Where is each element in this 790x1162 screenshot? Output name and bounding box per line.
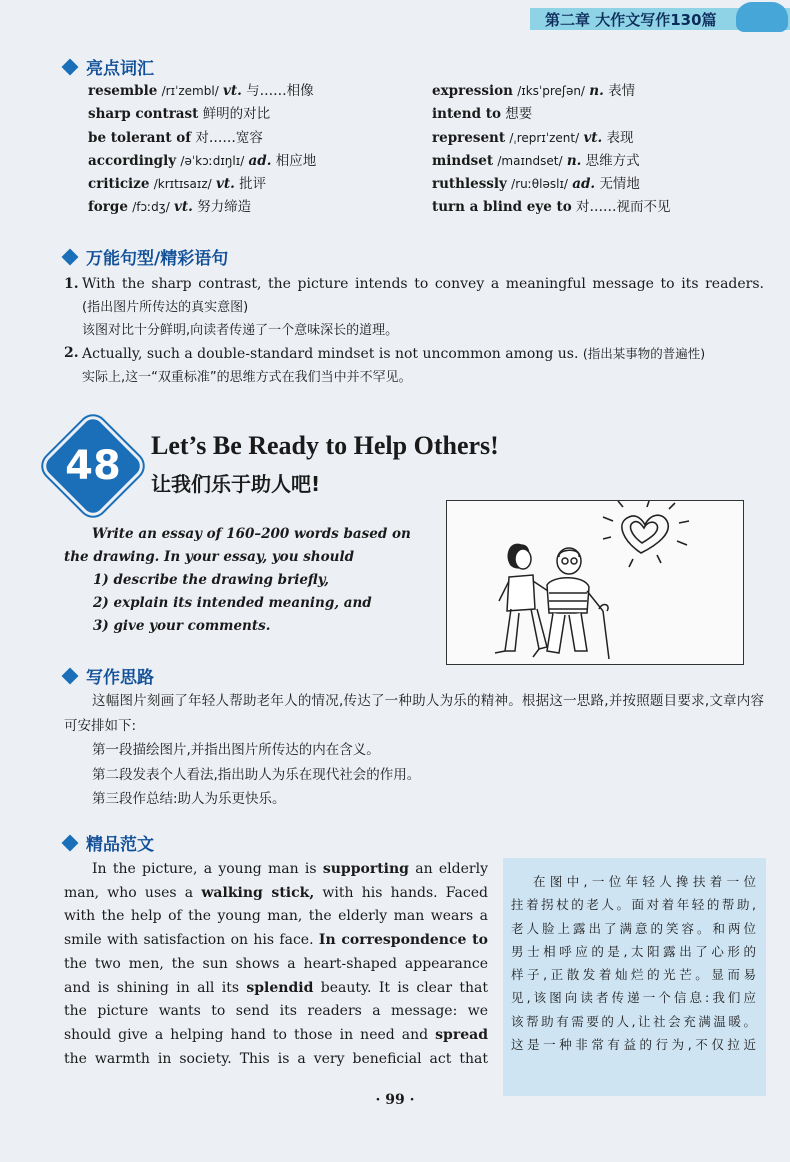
essay-line: the warmth in society. This is a very beneficial act that [64, 1050, 488, 1067]
writing-task [64, 523, 424, 638]
vocab-item: sharp contrast 鲜明的对比 [88, 106, 271, 123]
vocab-item: be tolerant of 对……宽容 [88, 129, 263, 146]
section-heading-ideas [64, 663, 154, 688]
vocab-item: forge /fɔːdʒ/ vt. 努力缔造 [88, 199, 252, 216]
diamond-bullet-icon [62, 248, 79, 265]
section-heading-sentences [64, 244, 228, 269]
task-line: the drawing. In your essay, you should [64, 549, 355, 565]
section-title: 写作思路 [86, 668, 154, 688]
sentence-1: 1. With the sharp contrast, the picture intends to convey a meaningful message to its readers. [64, 276, 764, 292]
section-heading-essay [64, 830, 154, 855]
ideas-paragraph-3: 第三段作总结:助人为乐更快乐。 [92, 791, 286, 807]
ideas-paragraph-1: 第一段描绘图片,并指出图片所传达的内在含义。 [92, 742, 380, 758]
page-number: · 99 · [375, 1092, 415, 1108]
vocab-item: represent /ˌreprɪˈzent/ vt. 表现 [432, 129, 634, 146]
translation-line: 在图中,一位年轻人搀扶着一位 [533, 874, 756, 889]
essay-line: the picture wants to send its readers a message: we [64, 1003, 488, 1020]
vocab-item: resemble /rɪˈzembl/ vt. 与……相像 [88, 83, 314, 99]
task-item: 1) describe the drawing briefly, [93, 572, 329, 588]
section-title: 亮点词汇 [86, 59, 154, 79]
vocab-item: accordingly /əˈkɔːdɪŋlɪ/ ad. 相应地 [88, 152, 317, 169]
sentence-1-note: (指出图片所传达的真实意图) [82, 300, 249, 315]
section-title: 精品范文 [86, 835, 154, 855]
translation-line: 老人脸上露出了满意的笑容。和两位 [511, 920, 756, 936]
translation-line: 男士相呼应的是,太阳露出了心形的 [511, 943, 756, 959]
vocab-item: mindset /maɪndset/ n. 思维方式 [432, 152, 640, 169]
sentence-2-translation: 实际上,这一“双重标准”的思维方式在我们当中并不罕见。 [82, 370, 412, 385]
vocab-item: turn a blind eye to 对……视而不见 [432, 199, 671, 216]
lesson-title-cn: 让我们乐于助人吧! [151, 472, 321, 496]
diamond-bullet-icon [62, 58, 79, 75]
lesson-title-en: Let’s Be Ready to Help Others! [151, 431, 499, 460]
essay-line: smile with satisfaction on his face. In correspondence to [64, 932, 488, 949]
lesson-number: 48 [65, 443, 121, 489]
essay-line: should give a helping hand to those in need and spread [64, 1026, 488, 1043]
essay-line: man, who uses a walking stick, with his hands. Faced [64, 884, 488, 901]
vocab-list-right [432, 80, 671, 220]
writing-ideas [64, 689, 764, 812]
essay-line: with the help of the young man, the elderly man wears a [64, 908, 488, 925]
section-title: 万能句型/精彩语句 [86, 249, 229, 269]
task-item: 3) give your comments. [93, 618, 271, 634]
series-logo-icon [736, 2, 788, 32]
essay-line: and is shining in all its splendid beauty. It is clear that [64, 979, 488, 996]
ideas-intro: 这幅图片刻画了年轻人帮助老年人的情况,传达了一种助人为乐的精神。根据这一思路,并按照题目要求,文章内容可安排如下: [64, 693, 764, 734]
sentence-list [64, 273, 764, 389]
vocab-list-left [88, 80, 316, 220]
sentence-1-translation: 该图对比十分鲜明,向读者传递了一个意味深长的道理。 [82, 323, 399, 338]
vocab-item: criticize /krɪtɪsaɪz/ vt. 批评 [88, 176, 267, 193]
diamond-bullet-icon [62, 667, 79, 684]
translation-line: 该帮助有需要的人,让社会充满温暖。 [511, 1013, 756, 1029]
translation-line: 见,该图向读者传递一个信息:我们应 [511, 990, 756, 1006]
vocab-item: expression /ɪksˈpreʃən/ n. 表情 [432, 83, 636, 99]
essay-translation-box [503, 858, 766, 1096]
cartoon-helping-elderly-illustration [447, 501, 743, 664]
ideas-paragraph-2: 第二段发表个人看法,指出助人为乐在现代社会的作用。 [92, 766, 421, 783]
sentence-2: 2. Actually, such a double-standard mindset is not uncommon among us. (指出某事物的普遍性) [64, 345, 706, 362]
task-item: 2) explain its intended meaning, and [93, 595, 372, 611]
vocab-item: ruthlessly /ruːθləslɪ/ ad. 无情地 [432, 176, 640, 193]
translation-line: 这是一种非常有益的行为,不仅拉近 [511, 1037, 756, 1053]
section-heading-vocab [64, 54, 154, 79]
essay-line: the two men, the sun shows a heart-shaped appearance [64, 955, 488, 972]
chapter-header-title: 第二章 大作文写作130篇 [545, 11, 717, 29]
translation-line: 拄着拐杖的老人。面对着年轻的帮助, [511, 897, 756, 913]
diamond-bullet-icon [62, 834, 79, 851]
vocab-item: intend to 想要 [432, 106, 533, 123]
essay-line: In the picture, a young man is supporting an elderly [92, 861, 488, 877]
model-essay [64, 858, 488, 1071]
translation-line: 样子,正散发着灿烂的光芒。显而易 [511, 967, 756, 983]
task-line: Write an essay of 160–200 words based on [92, 526, 411, 542]
cartoon-drawing [446, 500, 744, 665]
